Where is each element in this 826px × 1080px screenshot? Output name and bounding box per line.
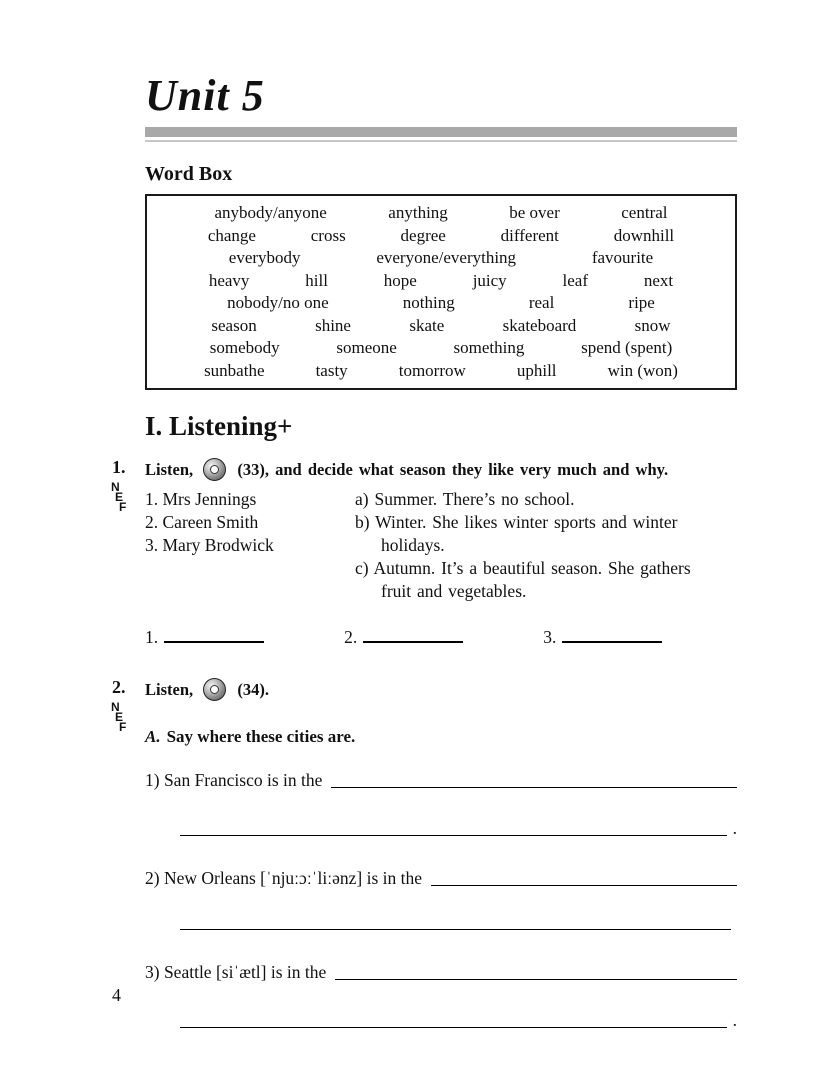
answer-group-2 <box>344 627 463 648</box>
word-box-line <box>153 270 729 293</box>
answer-label-3: 3. <box>543 627 557 648</box>
instruction-lead: Listen, <box>145 680 194 700</box>
page-content <box>111 0 737 1032</box>
word-box-word: juicy <box>472 270 507 290</box>
word-box-word: central <box>621 203 668 222</box>
city-line-3 <box>145 960 737 984</box>
city-line-3-cont <box>180 1008 737 1032</box>
word-box-word: anybody/anyone <box>214 203 327 222</box>
section-heading-listening: I. Listening+ <box>145 411 293 441</box>
instruction-text: (34). <box>237 680 270 700</box>
answer-label-1: 1. <box>145 627 159 648</box>
word-box-word: favourite <box>591 248 654 267</box>
cd-icon <box>203 678 226 701</box>
unit-title: Unit 5 <box>145 71 265 120</box>
city-item-3 <box>145 960 737 1032</box>
word-box-word: shine <box>315 315 351 335</box>
word-box-word: sunbathe <box>204 360 265 380</box>
word-box-word: nobody/no one <box>227 293 329 312</box>
period: . <box>732 1010 737 1031</box>
nef-letter: N <box>111 700 120 715</box>
part-a-label: A. <box>145 727 161 747</box>
names-column <box>145 488 355 603</box>
city-text-3: 3) Seattle [siˈætl] is in the <box>145 962 327 983</box>
answer-group-1 <box>145 627 264 648</box>
word-box-word: real <box>528 293 555 312</box>
exercise-1 <box>111 457 737 648</box>
word-box-word: someone <box>336 338 397 357</box>
page-number: 4 <box>112 985 121 1005</box>
word-box-line <box>153 247 729 270</box>
period: . <box>732 818 737 839</box>
instruction-text: (33), and decide what season they like very much and why. <box>237 460 669 479</box>
nef-letter: N <box>111 480 120 494</box>
answer-group-3 <box>543 627 662 648</box>
options-column <box>355 488 705 603</box>
city-blank-3-cont[interactable] <box>180 1012 727 1028</box>
exercise-2 <box>111 677 737 1032</box>
exercise-1-instruction <box>145 458 737 484</box>
instruction-lead: Listen, <box>145 460 194 479</box>
word-box-word: somebody <box>209 338 280 357</box>
city-blank-1-cont[interactable] <box>180 820 727 836</box>
word-box-line <box>153 202 729 225</box>
nef-letter: F <box>119 720 127 735</box>
city-line-2 <box>145 866 737 890</box>
word-box-word: change <box>207 225 256 245</box>
cd-icon <box>203 458 226 481</box>
word-box-word: downhill <box>613 225 675 245</box>
city-item-2 <box>145 866 737 934</box>
word-box-line <box>153 225 729 248</box>
word-box-line <box>153 315 729 338</box>
city-blank-3[interactable] <box>335 964 737 980</box>
answer-row <box>145 627 737 648</box>
city-item-1 <box>145 768 737 840</box>
city-line-1 <box>145 768 737 792</box>
word-box-word: hope <box>383 270 417 290</box>
word-box <box>145 194 737 390</box>
word-box-word: hill <box>305 270 328 290</box>
option-item-b: b) Winter. She likes winter sports and winter holidays. <box>355 512 678 556</box>
word-box-word: be over <box>509 203 560 222</box>
word-box-word: something <box>453 338 525 357</box>
part-a-heading <box>145 726 737 748</box>
word-box-word: heavy <box>208 270 250 290</box>
part-a-title: Say where these cities are. <box>166 727 356 747</box>
word-box-word: uphill <box>516 360 557 380</box>
word-box-word: next <box>643 270 674 290</box>
word-box-line <box>153 337 729 360</box>
exercise-2-number: 2. <box>112 677 126 698</box>
word-box-word: season <box>211 315 257 335</box>
name-item-1: 1. Mrs Jennings <box>145 489 257 510</box>
word-box-word: tasty <box>315 360 348 380</box>
answer-blank-2[interactable] <box>363 630 463 643</box>
matching-columns <box>145 488 737 603</box>
city-text-2: 2) New Orleans [ˈnjuːɔːˈliːənz] is in the <box>145 868 422 889</box>
exercise-1-number: 1. <box>112 457 126 477</box>
city-blank-1[interactable] <box>331 772 737 788</box>
answer-blank-1[interactable] <box>164 630 264 643</box>
word-box-word: ripe <box>628 293 655 312</box>
word-box-word: cross <box>310 225 346 245</box>
option-item-a: a) Summer. There’s no school. <box>355 489 575 510</box>
word-box-word: snow <box>634 315 671 335</box>
word-box-line <box>153 292 729 315</box>
answer-blank-3[interactable] <box>562 630 662 643</box>
word-box-word: skate <box>409 315 445 335</box>
nef-logo <box>111 700 127 735</box>
word-box-word: everybody <box>228 248 301 267</box>
title-rule-thick <box>145 127 737 137</box>
word-box-heading: Word Box <box>145 163 233 185</box>
nef-logo <box>111 482 126 512</box>
word-box-word: leaf <box>562 270 589 290</box>
word-box-word: nothing <box>402 293 455 312</box>
nef-letter: E <box>115 490 124 504</box>
exercise-2-instruction <box>145 678 737 704</box>
nef-letter: E <box>115 710 124 725</box>
answer-label-2: 2. <box>344 627 358 648</box>
word-box-word: spend (spent) <box>581 338 673 357</box>
word-box-word: anything <box>388 203 448 222</box>
word-box-word: different <box>500 225 559 245</box>
city-text-1: 1) San Francisco is in the <box>145 770 323 791</box>
city-line-2-cont <box>180 914 737 934</box>
title-rule-thin <box>145 140 737 142</box>
option-item-c: c) Autumn. It’s a beautiful season. She gathers fruit and vegetables. <box>355 558 691 602</box>
word-box-word: skateboard <box>502 315 577 335</box>
name-item-3: 3. Mary Brodwick <box>145 535 274 556</box>
name-item-2: 2. Careen Smith <box>145 512 259 533</box>
word-box-word: win (won) <box>607 360 678 380</box>
city-blank-2[interactable] <box>431 870 737 886</box>
word-box-word: tomorrow <box>398 360 466 380</box>
city-line-1-cont <box>180 816 737 840</box>
word-box-word: everyone/everything <box>376 248 517 267</box>
city-blank-2-cont[interactable] <box>180 914 731 930</box>
word-box-line <box>153 360 729 383</box>
nef-letter: F <box>119 500 127 514</box>
word-box-word: degree <box>400 225 446 245</box>
